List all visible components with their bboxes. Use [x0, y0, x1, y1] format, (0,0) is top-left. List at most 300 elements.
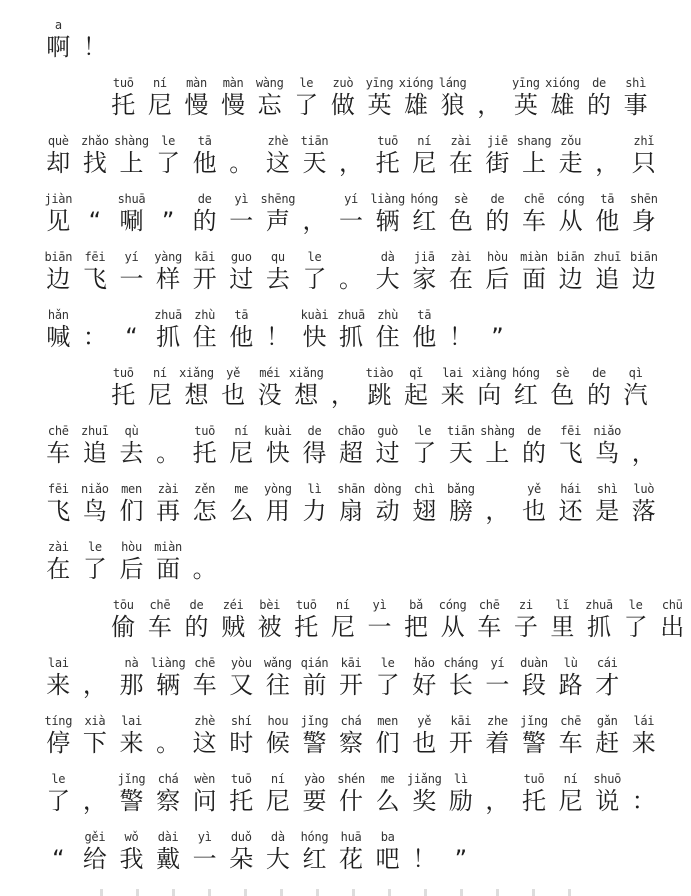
pinyin: le [307, 250, 322, 264]
character-cell [552, 772, 589, 830]
hanzi: 们 [119, 497, 144, 525]
pinyin: sè [453, 192, 468, 206]
hanzi: 从 [440, 613, 465, 641]
hanzi: ， [477, 91, 502, 119]
hanzi: 一 [229, 207, 254, 235]
hanzi: 想 [184, 381, 209, 409]
character-cell [508, 366, 545, 424]
pinyin: le [628, 598, 643, 612]
pinyin: hou [267, 714, 289, 728]
hanzi: 尼 [265, 787, 290, 815]
character-cell [186, 714, 223, 772]
pinyin: yě [527, 482, 541, 496]
character-cell [77, 772, 114, 830]
character-cell [215, 366, 252, 424]
character-cell [508, 598, 545, 656]
character-cell [552, 192, 589, 250]
pinyin: chē [149, 598, 171, 612]
pinyin: ní [152, 366, 167, 380]
character-cell [333, 482, 370, 540]
character-cell [626, 482, 663, 540]
character-cell [260, 482, 297, 540]
hanzi: 一 [119, 265, 144, 293]
hanzi: 么 [229, 497, 254, 525]
character-cell [617, 598, 654, 656]
pinyin: jiǎng [406, 772, 442, 786]
pinyin: bǎ [409, 598, 423, 612]
pinyin: ní [417, 134, 432, 148]
pinyin: lì [453, 772, 468, 786]
character-cell [113, 540, 150, 598]
character-cell [508, 76, 545, 134]
hanzi: 追 [82, 439, 107, 467]
hanzi: 把 [404, 613, 429, 641]
pinyin: yě [417, 714, 432, 728]
hanzi: 了 [46, 787, 71, 815]
character-cell [186, 308, 223, 366]
hanzi: 花 [339, 845, 364, 873]
character-cell [471, 598, 508, 656]
character-cell [40, 830, 77, 888]
character-cell [296, 772, 333, 830]
hanzi: 前 [302, 671, 327, 699]
hanzi: 英 [513, 91, 538, 119]
hanzi: 面 [156, 555, 181, 583]
hanzi: 了 [302, 265, 327, 293]
text-line [40, 482, 662, 540]
pinyin: shàng [480, 424, 515, 438]
pinyin: zhuī [593, 250, 622, 264]
character-cell [260, 656, 297, 714]
hanzi: 身 [631, 207, 656, 235]
pinyin: qǐ [409, 366, 423, 380]
pinyin: jǐng [520, 714, 548, 728]
pinyin: tuō [112, 366, 134, 380]
pinyin: bǎng [446, 482, 475, 496]
character-cell [142, 76, 179, 134]
character-cell [479, 772, 516, 830]
hanzi: 辆 [375, 207, 400, 235]
hanzi: 狼 [440, 91, 465, 119]
character-cell [398, 76, 435, 134]
character-cell [369, 192, 406, 250]
pinyin: gǎn [596, 714, 618, 728]
character-cell [552, 134, 589, 192]
text-line [40, 308, 516, 366]
character-cell [105, 76, 142, 134]
pinyin: de [527, 424, 541, 438]
hanzi: 车 [46, 439, 71, 467]
pinyin: shēng [260, 192, 296, 206]
hanzi: 的 [192, 207, 217, 235]
pinyin: hòu [121, 540, 142, 554]
character-cell [251, 598, 288, 656]
hanzi: 励 [448, 787, 473, 815]
pinyin: biān [556, 250, 585, 264]
hanzi: 也 [221, 381, 246, 409]
hanzi: 得 [302, 439, 327, 467]
character-cell [186, 482, 223, 540]
pinyin: tíng [44, 714, 73, 728]
hanzi: 快 [265, 439, 290, 467]
hanzi: 动 [375, 497, 400, 525]
pinyin: de [592, 76, 606, 90]
character-cell [333, 424, 370, 482]
hanzi: 过 [229, 265, 254, 293]
pinyin: zhuī [81, 424, 109, 438]
character-cell [215, 76, 252, 134]
pinyin: luò [633, 482, 655, 496]
character-cell [369, 714, 406, 772]
pinyin: tiān [446, 424, 475, 438]
pinyin: yì [234, 192, 249, 206]
character-cell [626, 772, 663, 830]
character-cell [178, 598, 215, 656]
hanzi: 。 [156, 729, 181, 757]
character-cell [333, 192, 370, 250]
hanzi: ： [82, 323, 107, 351]
character-cell [77, 424, 114, 482]
character-cell [251, 366, 288, 424]
character-cell [40, 250, 77, 308]
hanzi: 天 [302, 149, 327, 177]
hanzi: 时 [229, 729, 254, 757]
character-cell [626, 192, 663, 250]
pinyin: ní [270, 772, 285, 786]
pinyin: wǎng [264, 656, 292, 670]
character-cell [443, 772, 480, 830]
pinyin: me [234, 482, 249, 496]
hanzi: 给 [82, 845, 107, 873]
character-cell [589, 250, 626, 308]
character-cell [296, 308, 333, 366]
hanzi: 红 [412, 207, 437, 235]
pinyin: xià [84, 714, 106, 728]
pinyin: dài [157, 830, 179, 844]
hanzi: 段 [522, 671, 547, 699]
character-cell [406, 482, 443, 540]
pinyin: zhù [377, 308, 399, 322]
character-cell [296, 192, 333, 250]
hanzi: 雄 [404, 91, 429, 119]
character-cell [443, 134, 480, 192]
character-cell [333, 250, 370, 308]
hanzi: 从 [558, 207, 583, 235]
character-cell [113, 250, 150, 308]
hanzi: 着 [485, 729, 510, 757]
character-cell [398, 598, 435, 656]
hanzi: 边 [558, 265, 583, 293]
hanzi: 尼 [558, 787, 583, 815]
hanzi: 托 [111, 381, 136, 409]
pinyin: qián [300, 656, 329, 670]
character-cell [40, 772, 77, 830]
character-cell [369, 308, 406, 366]
pinyin: qu [270, 250, 285, 264]
pinyin: yì [197, 830, 212, 844]
hanzi: 还 [558, 497, 583, 525]
pinyin: shàng [114, 134, 149, 148]
character-cell [479, 308, 516, 366]
hanzi: 在 [46, 555, 71, 583]
hanzi: 汽 [623, 381, 648, 409]
character-cell [617, 366, 654, 424]
character-cell [40, 134, 77, 192]
hanzi: 了 [294, 91, 319, 119]
pinyin: yì [372, 598, 387, 612]
pinyin: cái [596, 656, 618, 670]
hanzi: 一 [339, 207, 364, 235]
character-cell [223, 250, 260, 308]
text-line [40, 656, 626, 714]
hanzi: 抓 [587, 613, 612, 641]
character-cell [552, 424, 589, 482]
character-cell [544, 366, 581, 424]
pinyin: màn [222, 76, 244, 90]
pinyin: xióng [545, 76, 580, 90]
character-cell [325, 76, 362, 134]
pinyin: le [299, 76, 314, 90]
pinyin: sè [555, 366, 570, 380]
pinyin: chē [523, 192, 545, 206]
pinyin: chá [157, 772, 179, 786]
character-cell [589, 714, 626, 772]
character-cell [552, 656, 589, 714]
character-cell [589, 772, 626, 830]
hanzi: 面 [522, 265, 547, 293]
character-cell [77, 18, 114, 76]
pinyin: jiē [487, 134, 508, 148]
hanzi: 色 [448, 207, 473, 235]
character-cell [406, 772, 443, 830]
hanzi: 吧 [375, 845, 400, 873]
character-cell [552, 714, 589, 772]
character-cell [77, 134, 114, 192]
hanzi: 跳 [367, 381, 392, 409]
character-cell [150, 830, 187, 888]
character-cell [150, 772, 187, 830]
pinyin: kāi [340, 656, 362, 670]
character-cell [186, 656, 223, 714]
pinyin: hǎo [413, 656, 435, 670]
character-cell [443, 424, 480, 482]
hanzi: 赶 [595, 729, 620, 757]
hanzi: 子 [513, 613, 538, 641]
character-cell [113, 308, 150, 366]
character-cell [40, 192, 77, 250]
character-cell [325, 366, 362, 424]
hanzi: 起 [404, 381, 429, 409]
character-cell [333, 308, 370, 366]
pinyin: de [307, 424, 322, 438]
pinyin: zhe [487, 714, 508, 728]
hanzi: 喊 [46, 323, 71, 351]
hanzi: ， [82, 787, 107, 815]
pinyin: cóng [556, 192, 585, 206]
pinyin: hóng [511, 366, 540, 380]
pinyin: hòu [487, 250, 508, 264]
hanzi: 追 [595, 265, 620, 293]
pinyin: duǒ [230, 830, 252, 844]
hanzi: 长 [448, 671, 473, 699]
hanzi: 扇 [339, 497, 364, 525]
pinyin: tuō [523, 772, 545, 786]
character-cell [77, 540, 114, 598]
hanzi: 雄 [550, 91, 575, 119]
hanzi: 上 [485, 439, 510, 467]
character-cell [223, 656, 260, 714]
pinyin: jiā [413, 250, 435, 264]
character-cell [479, 656, 516, 714]
hanzi: 朵 [229, 845, 254, 873]
pinyin: ba [380, 830, 395, 844]
character-cell [113, 714, 150, 772]
character-cell [150, 714, 187, 772]
character-cell [406, 134, 443, 192]
hanzi: ” [491, 323, 504, 351]
pinyin: màn [186, 76, 207, 90]
character-cell [333, 656, 370, 714]
hanzi: 膀 [448, 497, 473, 525]
character-cell [223, 482, 260, 540]
character-cell [296, 830, 333, 888]
hanzi: 翅 [412, 497, 437, 525]
character-cell [617, 76, 654, 134]
character-cell [333, 830, 370, 888]
hanzi: 天 [448, 439, 473, 467]
pinyin: què [47, 134, 69, 148]
pinyin: lai [121, 714, 142, 728]
pinyin: jǐng [117, 772, 146, 786]
hanzi: 尼 [147, 381, 172, 409]
character-cell [40, 482, 77, 540]
pinyin: láng [438, 76, 467, 90]
character-cell [186, 250, 223, 308]
pinyin: qì [628, 366, 643, 380]
pinyin: tā [600, 192, 615, 206]
pinyin: kuài [264, 424, 292, 438]
character-cell [369, 482, 406, 540]
character-cell [516, 250, 553, 308]
character-cell [113, 482, 150, 540]
character-cell [581, 598, 618, 656]
character-cell [443, 482, 480, 540]
character-cell [516, 714, 553, 772]
pinyin: dà [380, 250, 395, 264]
character-cell [333, 714, 370, 772]
pinyin: chē [478, 598, 500, 612]
pinyin: men [377, 714, 399, 728]
hanzi: 上 [119, 149, 144, 177]
hanzi: 候 [265, 729, 290, 757]
character-cell [361, 76, 398, 134]
pinyin: nà [124, 656, 139, 670]
pinyin: le [417, 424, 432, 438]
pinyin: kāi [194, 250, 216, 264]
character-cell [223, 134, 260, 192]
hanzi: 托 [375, 149, 400, 177]
hanzi: 托 [294, 613, 319, 641]
pinyin: liàng [150, 656, 186, 670]
character-cell [178, 366, 215, 424]
pinyin: fēi [47, 482, 69, 496]
hanzi: 找 [82, 149, 107, 177]
hanzi: “ [88, 207, 102, 235]
character-cell [260, 192, 297, 250]
character-cell [223, 772, 260, 830]
pinyin: yí [490, 656, 505, 670]
pinyin: wàng [255, 76, 284, 90]
character-cell [589, 482, 626, 540]
character-cell [369, 134, 406, 192]
hanzi: 来 [440, 381, 465, 409]
hanzi: 车 [192, 671, 217, 699]
character-cell [186, 830, 223, 888]
hanzi: 超 [339, 439, 364, 467]
character-cell [443, 308, 480, 366]
pinyin: men [121, 482, 142, 496]
text-line [40, 714, 662, 772]
character-cell [150, 192, 187, 250]
hanzi: 贼 [221, 613, 246, 641]
character-cell [296, 424, 333, 482]
character-cell [581, 76, 618, 134]
hanzi: 没 [257, 381, 282, 409]
pinyin: xiàng [471, 366, 507, 380]
hanzi: 家 [412, 265, 437, 293]
hanzi: 车 [522, 207, 547, 235]
character-cell [260, 134, 297, 192]
hanzi: 鸟 [82, 497, 107, 525]
pinyin: duàn [520, 656, 548, 670]
hanzi: ， [302, 207, 327, 235]
pinyin: lù [563, 656, 578, 670]
character-cell [296, 714, 333, 772]
hanzi: 偷 [111, 613, 136, 641]
pinyin: xiǎng [288, 366, 324, 380]
hanzi: 慢 [184, 91, 209, 119]
hanzi: 见 [46, 207, 71, 235]
hanzi: 却 [46, 149, 71, 177]
pinyin: yīng [365, 76, 394, 90]
text-line [40, 830, 479, 888]
hanzi: 声 [265, 207, 290, 235]
character-cell [40, 424, 77, 482]
hanzi: 也 [412, 729, 437, 757]
pinyin: chì [413, 482, 435, 496]
pinyin: tiān [300, 134, 329, 148]
character-cell [516, 134, 553, 192]
pinyin: chū [661, 598, 683, 612]
text-line [40, 424, 662, 482]
character-cell [626, 424, 663, 482]
pinyin: shuō [593, 772, 622, 786]
hanzi: ！ [82, 33, 107, 61]
pinyin: me [380, 772, 395, 786]
character-cell [471, 76, 508, 134]
hanzi: 来 [46, 671, 71, 699]
character-cell [113, 424, 150, 482]
hanzi: 红 [513, 381, 538, 409]
pinyin: tuō [194, 424, 216, 438]
pinyin: yàng [154, 250, 182, 264]
character-cell [186, 540, 223, 598]
character-cell [626, 714, 663, 772]
hanzi: 去 [265, 265, 290, 293]
pinyin: zhuā [154, 308, 182, 322]
pinyin: lái [633, 714, 655, 728]
character-cell [186, 134, 223, 192]
